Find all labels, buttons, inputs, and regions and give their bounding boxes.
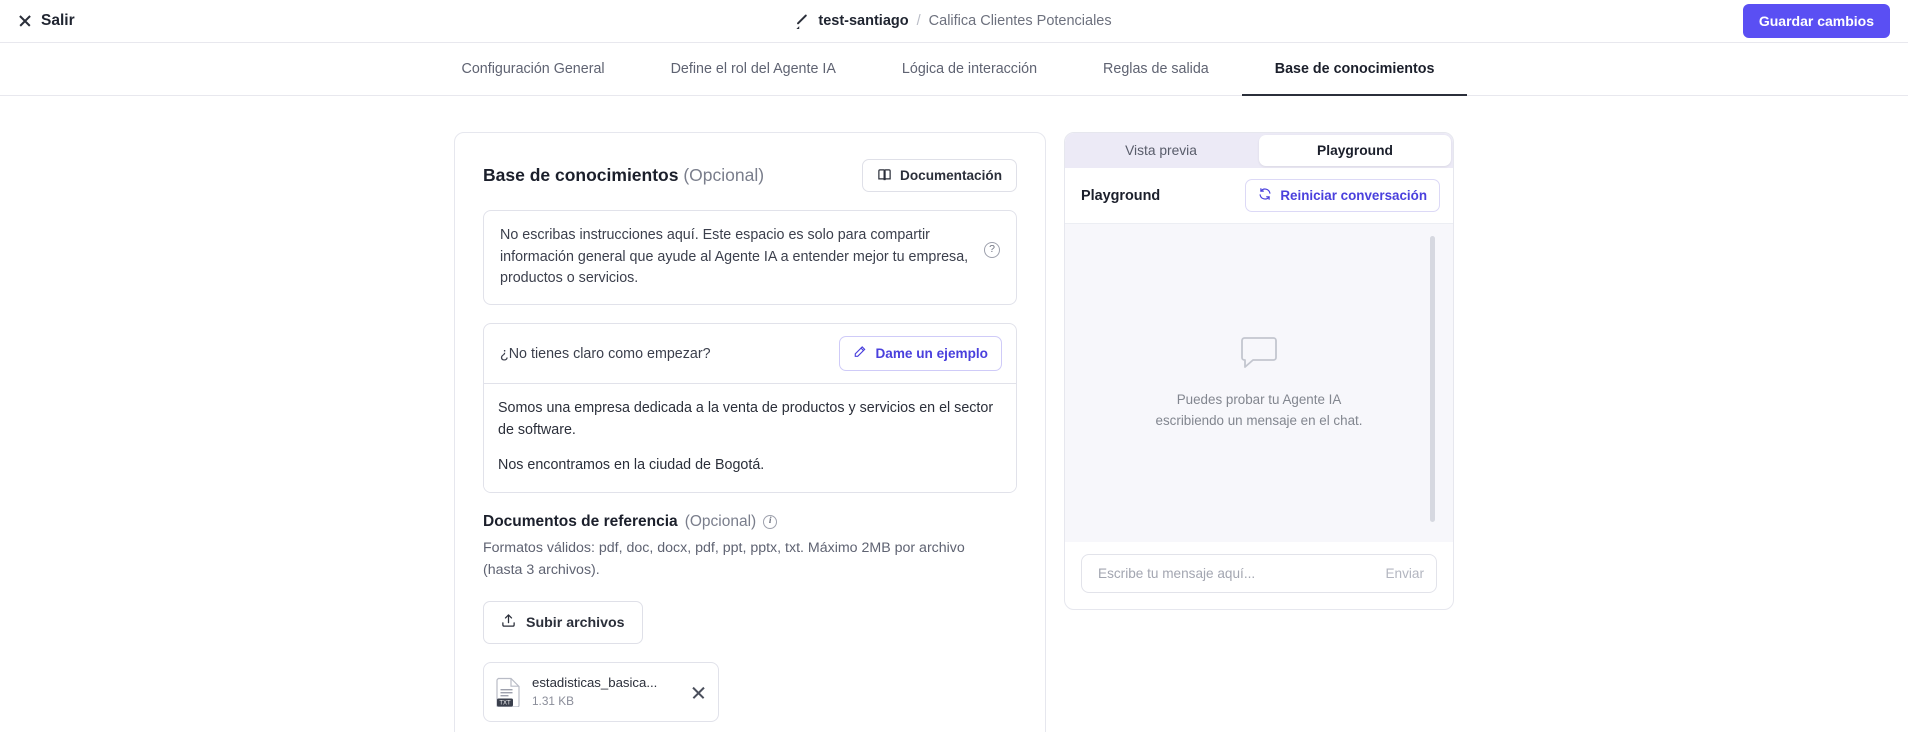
book-icon — [877, 168, 892, 183]
svg-text:TXT: TXT — [499, 700, 511, 707]
txt-file-icon — [496, 677, 521, 707]
knowledge-text-paragraph-1: Somos una empresa dedicada a la venta de productos y servicios en el sector de software. — [498, 400, 994, 438]
tab-logica-interaccion[interactable]: Lógica de interacción — [901, 60, 1038, 77]
chat-bubble-icon — [1239, 335, 1279, 376]
remove-file-icon[interactable] — [691, 685, 706, 700]
example-question: ¿No tienes claro como empezar? — [500, 345, 711, 362]
knowledge-base-title — [483, 165, 764, 186]
breadcrumb-separator: / — [916, 13, 921, 29]
documents-title-optional: (Opcional) — [684, 513, 757, 531]
knowledge-base-header — [483, 159, 1017, 192]
playground-title: Playground — [1081, 187, 1161, 204]
file-meta — [532, 674, 680, 710]
playground-toggle — [1065, 133, 1453, 168]
playground-panel — [1064, 132, 1454, 610]
knowledge-hint-text: No escribas instrucciones aquí. Este espacio es solo para compartir información general que ayude al Agente IA a entender mejor tu empresa, productos o servicios. — [500, 227, 969, 287]
documents-formats-text: Formatos válidos: pdf, doc, docx, pdf, ppt, pptx, txt. Máximo 2MB por archivo (hasta 3 archivos). — [483, 540, 965, 578]
chat-area — [1065, 224, 1453, 542]
exit-label: Salir — [41, 12, 75, 29]
tab-reglas-salida[interactable]: Reglas de salida — [1103, 60, 1209, 77]
tab-define-rol-agente[interactable]: Define el rol del Agente IA — [670, 60, 836, 77]
send-button[interactable]: Enviar — [1385, 566, 1424, 581]
knowledge-base-title-optional: (Opcional) — [683, 165, 765, 185]
knowledge-textarea[interactable] — [484, 383, 1016, 492]
exit-button[interactable] — [18, 12, 75, 30]
upload-files-label: Subir archivos — [526, 614, 625, 631]
help-icon[interactable]: ? — [984, 242, 1000, 258]
file-name: estadisticas_basica... — [532, 675, 658, 691]
documents-title-text: Documentos de referencia — [483, 513, 678, 531]
give-example-button[interactable] — [839, 336, 1002, 371]
knowledge-base-title-text: Base de conocimientos — [483, 165, 679, 185]
save-changes-button[interactable]: Guardar cambios — [1743, 4, 1890, 38]
close-icon — [18, 14, 32, 28]
chat-empty-message: Puedes probar tu Agente IA escribiendo un mensaje en el chat. — [1155, 392, 1363, 428]
breadcrumb — [796, 13, 1111, 29]
refresh-icon — [1258, 187, 1272, 204]
documentation-button[interactable] — [862, 159, 1017, 192]
knowledge-editor — [483, 323, 1017, 493]
top-bar — [0, 0, 1908, 43]
tab-configuracion-general[interactable]: Configuración General — [461, 60, 605, 77]
breadcrumb-project[interactable]: test-santiago — [818, 13, 909, 29]
knowledge-base-panel — [454, 132, 1046, 732]
main-content — [0, 96, 1908, 732]
example-header — [484, 324, 1016, 383]
upload-icon — [501, 613, 516, 632]
chat-input-row — [1081, 554, 1437, 593]
file-size: 1.31 KB — [532, 694, 574, 709]
reset-conversation-label: Reiniciar conversación — [1280, 188, 1427, 203]
documents-section-title — [483, 513, 1017, 531]
upload-files-button[interactable] — [483, 601, 643, 644]
info-icon[interactable]: i — [763, 515, 777, 529]
chat-scrollbar[interactable] — [1430, 236, 1435, 522]
knowledge-hint-box — [483, 210, 1017, 305]
pencil-icon — [796, 15, 809, 28]
playground-header — [1065, 168, 1453, 224]
documentation-button-label: Documentación — [900, 168, 1002, 183]
magic-wand-icon — [853, 345, 867, 362]
chat-input[interactable] — [1096, 565, 1375, 582]
tab-vista-previa[interactable]: Vista previa — [1125, 143, 1197, 158]
give-example-label: Dame un ejemplo — [875, 346, 988, 362]
knowledge-text-paragraph-2: Nos encontramos en la ciudad de Bogotá. — [498, 457, 765, 474]
breadcrumb-current: Califica Clientes Potenciales — [928, 13, 1112, 29]
tab-playground[interactable]: Playground — [1259, 135, 1451, 166]
tab-base-conocimientos[interactable]: Base de conocimientos — [1242, 43, 1468, 96]
reset-conversation-button[interactable] — [1245, 179, 1440, 212]
tab-bar — [0, 43, 1908, 96]
uploaded-file-item — [483, 662, 719, 722]
